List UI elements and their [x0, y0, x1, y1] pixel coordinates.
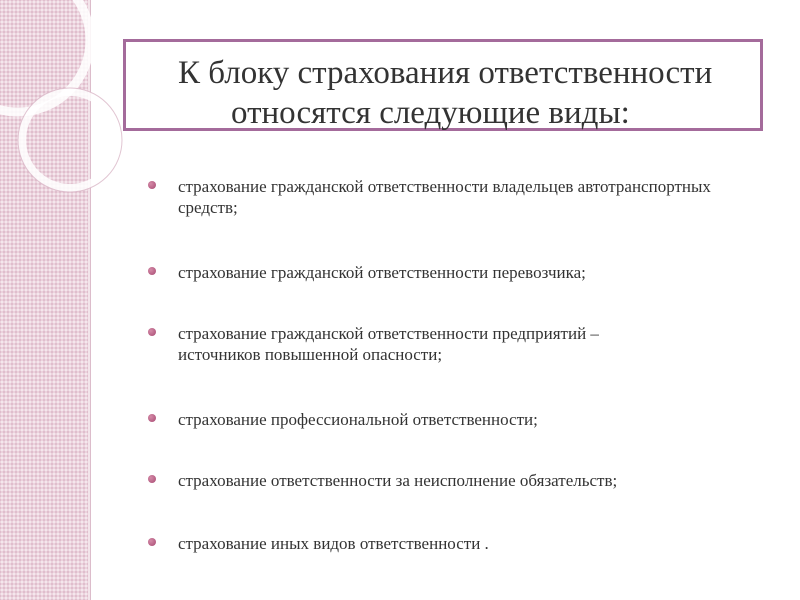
- decorative-circle-small: [22, 92, 118, 188]
- list-item-text: страхование ответственности за неисполнение обязательств;: [178, 471, 618, 490]
- bullet-icon: [148, 267, 156, 275]
- bullet-icon: [148, 328, 156, 336]
- list-item-text: страхование гражданской ответственности перевозчика;: [178, 263, 586, 282]
- list-item-text: страхование гражданской ответственности владельцев автотранспортных средств;: [178, 177, 711, 217]
- title-line-1: К блоку страхования ответственности: [178, 55, 713, 91]
- title-line-2: относятся следующие виды:: [231, 95, 630, 131]
- title-box: [123, 39, 763, 131]
- list-item-text: страхование гражданской ответственности предприятий – источников повышенной опасности;: [178, 324, 599, 364]
- bullet-icon: [148, 181, 156, 189]
- list-item-text: страхование профессиональной ответственности;: [178, 410, 538, 429]
- bullet-icon: [148, 475, 156, 483]
- list-item-text: страхование иных видов ответственности .: [178, 534, 489, 553]
- bullet-icon: [148, 414, 156, 422]
- bullet-icon: [148, 538, 156, 546]
